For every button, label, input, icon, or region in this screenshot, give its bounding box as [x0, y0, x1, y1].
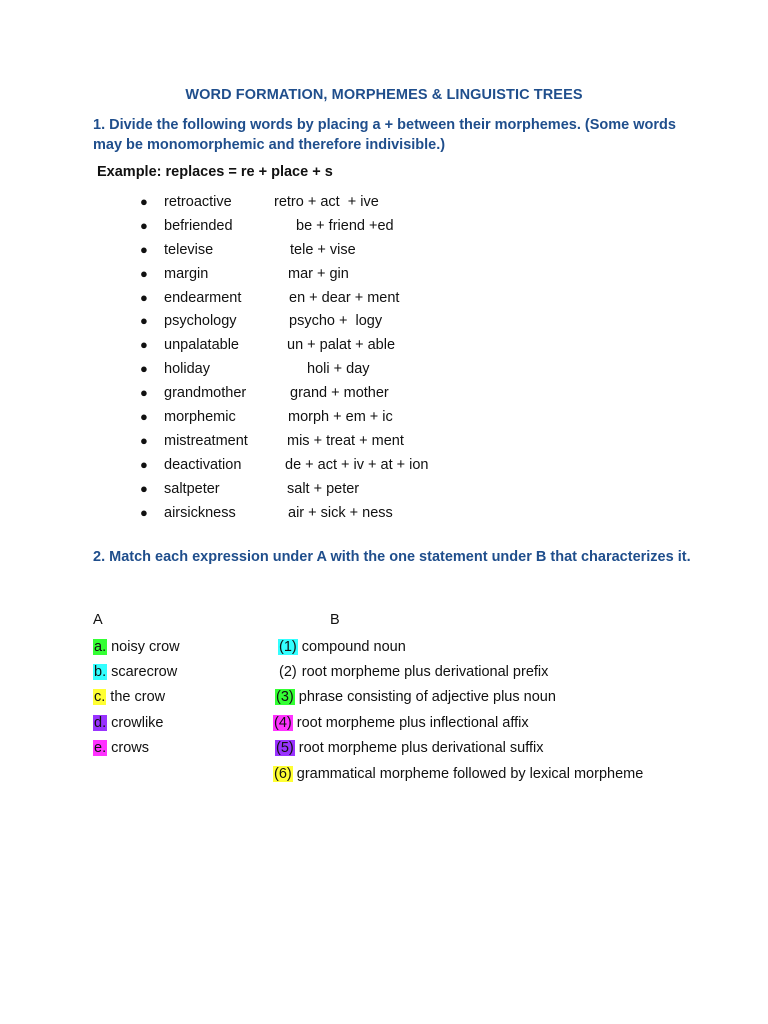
item-text: scarecrow [107, 664, 178, 680]
morpheme-split: tele + vise [290, 241, 356, 258]
morpheme-split: holi + day [303, 361, 370, 378]
word-text: psychology [164, 313, 237, 330]
word-text: margin [164, 265, 209, 282]
match-row [0, 687, 768, 709]
item-text: grammatical morpheme followed by lexical morpheme [292, 766, 644, 782]
match-row [0, 764, 768, 786]
example-text: Example: replaces = re + place + s [97, 164, 333, 180]
item-text: root morpheme plus derivational prefix [297, 664, 549, 680]
morpheme-split: retro + act + ive [274, 194, 379, 210]
item-text: the crow [106, 689, 166, 705]
column-a-heading: A [93, 612, 103, 628]
word-text: mistreatment [164, 432, 248, 449]
bullet-icon: ● [140, 432, 148, 448]
bullet-icon: ● [140, 241, 148, 257]
word-text: retroactive [164, 194, 232, 210]
page-title: WORD FORMATION, MORPHEMES & LINGUISTIC TREES [185, 87, 583, 103]
morpheme-split: grand + mother [290, 385, 389, 402]
column-a-item [93, 687, 165, 707]
word-text: saltpeter [164, 480, 220, 497]
bullet-icon: ● [140, 265, 148, 281]
column-b-item [273, 764, 643, 784]
item-text: compound noun [297, 639, 406, 655]
item-text: crows [107, 740, 149, 756]
bullet-icon: ● [140, 361, 148, 377]
bullet-icon: ● [140, 337, 148, 353]
column-b-item [278, 637, 406, 657]
match-row [0, 713, 768, 735]
morpheme-split: air + sick + ness [288, 504, 393, 521]
item-marker: (6) [274, 766, 292, 782]
morpheme-split: psycho + logy [289, 313, 383, 330]
item-marker: a. [94, 639, 107, 655]
morpheme-split: morph + em + ic [288, 409, 393, 426]
column-b-item [273, 713, 529, 733]
morpheme-split: salt + peter [287, 480, 360, 497]
word-text: deactivation [164, 456, 242, 473]
bullet-icon: ● [140, 313, 148, 329]
word-text: televise [164, 241, 214, 258]
item-text: crowlike [107, 715, 164, 731]
bullet-icon: ● [140, 456, 148, 472]
morpheme-split: mis + treat + ment [287, 432, 404, 449]
column-a-item [93, 713, 164, 733]
item-text: root morpheme plus derivational suffix [294, 740, 544, 756]
column-a-item [93, 662, 177, 682]
item-text: noisy crow [107, 639, 180, 655]
word-text: endearment [164, 289, 242, 306]
column-a-item [93, 637, 180, 657]
morpheme-split: un + palat + able [287, 337, 396, 354]
word-text: unpalatable [164, 337, 239, 354]
morpheme-split: de + act + iv + at + ion [285, 456, 429, 473]
word-text: holiday [164, 361, 210, 378]
bullet-icon: ● [140, 504, 148, 520]
item-marker: (2) [279, 664, 297, 680]
item-marker: (5) [276, 740, 294, 756]
column-b-item [275, 687, 556, 707]
item-marker: (1) [279, 639, 297, 655]
column-b-item [275, 738, 544, 758]
question-1-text: 1. Divide the following words by placing a + between their morphemes. (Some words may be monomorphemic and therefore indivisible.) [93, 117, 676, 153]
item-marker: e. [94, 740, 107, 756]
bullet-icon: ● [140, 194, 148, 209]
morpheme-split: en + dear + ment [289, 289, 400, 306]
morpheme-split: be + friend +ed [292, 217, 394, 234]
item-marker: b. [94, 664, 107, 680]
item-text: root morpheme plus inflectional affix [292, 715, 529, 731]
bullet-icon: ● [140, 385, 148, 401]
item-marker: (3) [276, 689, 294, 705]
bullet-icon: ● [140, 217, 148, 233]
word-text: airsickness [164, 504, 236, 521]
column-b-item [278, 662, 548, 682]
item-text: phrase consisting of adjective plus noun [294, 689, 556, 705]
question-2-text: 2. Match each expression under A with the one statement under B that characterizes it. [93, 549, 691, 565]
column-b-heading: B [330, 612, 340, 628]
item-marker: (4) [274, 715, 292, 731]
word-text: morphemic [164, 409, 236, 426]
item-marker: c. [94, 689, 106, 705]
word-text: befriended [164, 217, 233, 234]
match-row [0, 637, 768, 659]
match-row [0, 738, 768, 760]
bullet-icon: ● [140, 289, 148, 305]
word-text: grandmother [164, 385, 247, 402]
match-row [0, 662, 768, 684]
column-a-item [93, 738, 149, 758]
bullet-icon: ● [140, 409, 148, 425]
bullet-icon: ● [140, 480, 148, 496]
morpheme-split: mar + gin [288, 265, 349, 282]
item-marker: d. [94, 715, 107, 731]
